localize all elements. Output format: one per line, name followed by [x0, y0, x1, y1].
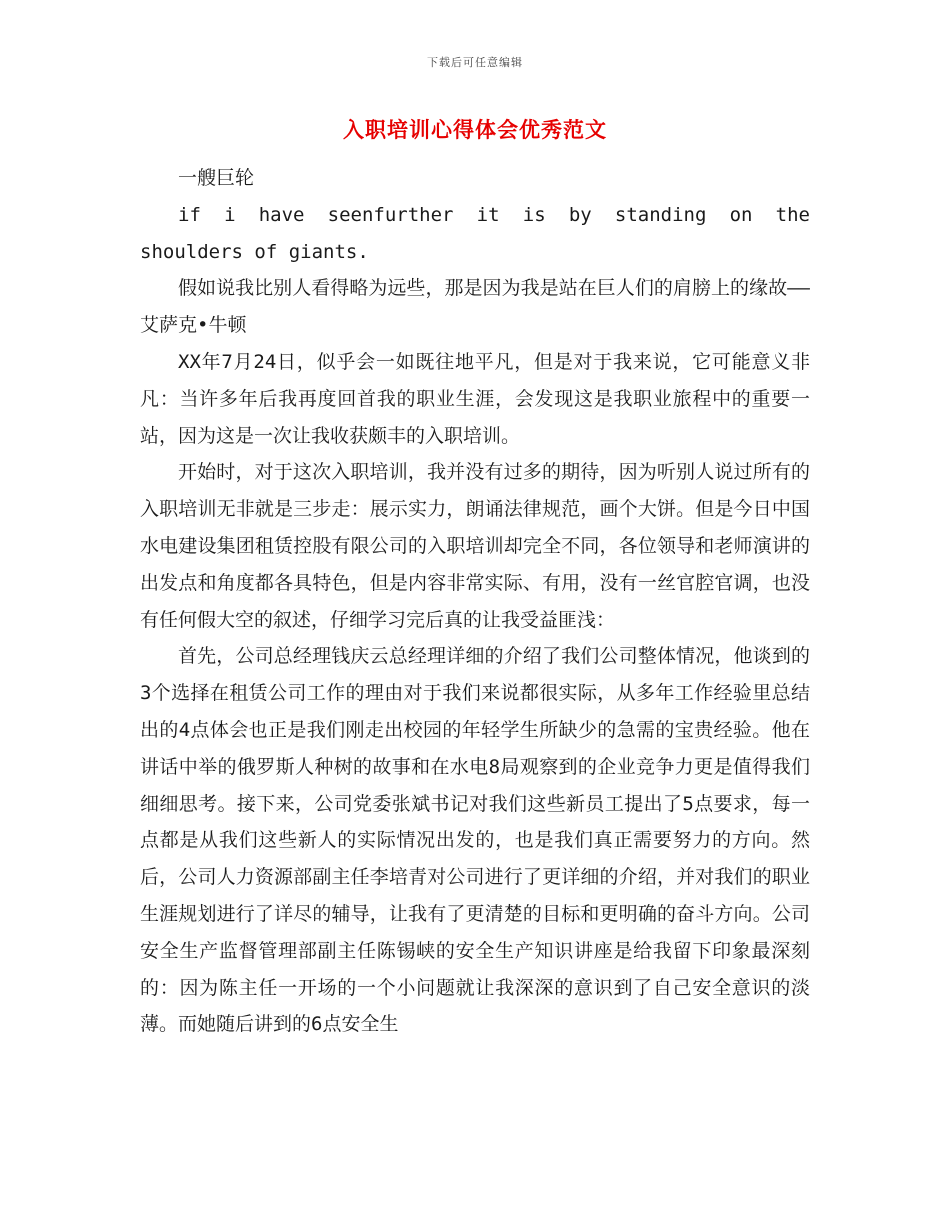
document-title: 入职培训心得体会优秀范文: [343, 118, 607, 142]
paragraph-quote-chinese: 假如说我比别人看得略为远些，那是因为我是站在巨人们的肩膀上的缘故——艾萨克•牛顿: [140, 277, 810, 337]
document-body: [140, 160, 810, 1043]
header-note: 下载后可任意编辑: [427, 56, 523, 69]
paragraph: 一艘巨轮: [178, 167, 255, 189]
paragraph: XX年7月24日，似乎会一如既往地平凡，但是对于我来说，它可能意义非凡：当许多年后我再度回首我的职业生涯，会发现这是我职业旅程中的重要一站，因为这是一次让我收获颇丰的入职培训。: [140, 350, 810, 447]
paragraph: 首先，公司总经理钱庆云总经理详细的介绍了我们公司整体情况，他谈到的3个选择在租赁公司工作的理由对于我们来说都很实际，从多年工作经验里总结出的4点体会也正是我们刚走出校园的年轻学生所缺少的急需的宝贵经验。他在讲话中举的俄罗斯人种树的故事和在水电8局观察到的企业竞争力更是值得我们细细思考。接下来，公司党委张斌书记对我们这些新员工提出了5点要求，每一点都是从我们这些新人的实际情况出发的，也是我们真正需要努力的方向。然后，公司人力资源部副主任李培青对公司进行了更详细的介绍，并对我们的职业生涯规划进行了详尽的辅导，让我有了更清楚的目标和更明确的奋斗方向。公司安全生产监督管理部副主任陈锡峡的安全生产知识讲座是给我留下印象最深刻的：因为陈主任一开场的一个小问题就让我深深的意识到了自己安全意识的淡薄。而她随后讲到的6点安全生: [140, 645, 810, 1036]
paragraph-quote-english: if i have seenfurther it is by standing on the shoulders of giants.: [140, 203, 810, 263]
paragraph: 开始时，对于这次入职培训，我并没有过多的期待，因为听别人说过所有的入职培训无非就是三步走：展示实力，朗诵法律规范，画个大饼。但是今日中国水电建设集团租赁控股有限公司的入职培训却完全不同，各位领导和老师演讲的出发点和角度都各具特色，但是内容非常实际、有用，没有一丝官腔官调，也没有任何假大空的叙述，仔细学习完后真的让我受益匪浅：: [140, 461, 810, 631]
